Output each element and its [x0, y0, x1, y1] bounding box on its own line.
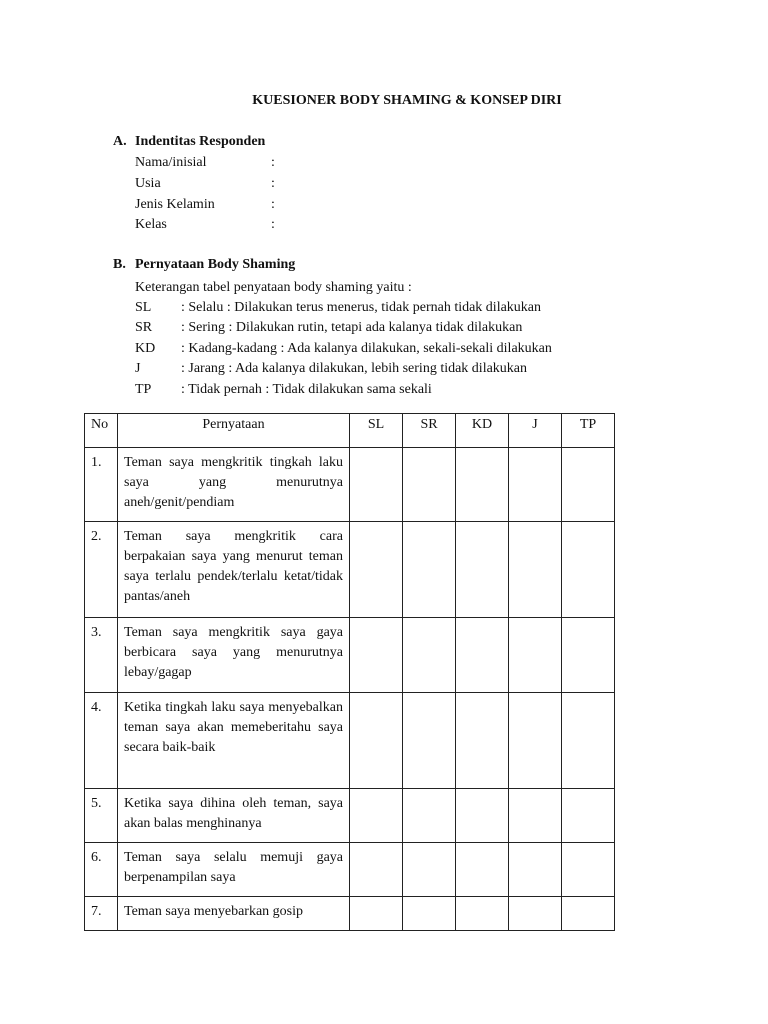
row-number: 5.: [85, 789, 118, 843]
questionnaire-table: [84, 413, 615, 931]
field-label: Nama/inisial: [135, 155, 207, 170]
answer-cell-tp[interactable]: [562, 843, 615, 897]
row-number: 7.: [85, 897, 118, 931]
answer-cell-sr[interactable]: [403, 693, 456, 789]
legend-row-tp: [135, 380, 432, 400]
table-header-row: [85, 414, 615, 448]
answer-cell-kd[interactable]: [456, 618, 509, 693]
table-row: [85, 448, 615, 522]
row-statement: Ketika tingkah laku saya menyebalkan teman saya akan memeberitahu saya secara baik-baik: [118, 693, 350, 789]
legend-desc: : Kadang-kadang : Ada kalanya dilakukan, sekali-sekali dilakukan: [181, 341, 552, 356]
row-statement: Ketika saya dihina oleh teman, saya akan balas menghinanya: [118, 789, 350, 843]
header-no: No: [85, 414, 118, 448]
row-statement: Teman saya mengkritik saya gaya berbicara saya yang menurutnya lebay/gagap: [118, 618, 350, 693]
section-b-letter: B.: [113, 257, 126, 272]
answer-cell-sl[interactable]: [350, 693, 403, 789]
header-kd: KD: [456, 414, 509, 448]
table-row: [85, 789, 615, 843]
answer-cell-sl[interactable]: [350, 618, 403, 693]
table-row: [85, 843, 615, 897]
row-number: 3.: [85, 618, 118, 693]
legend-row-sl: [135, 298, 541, 318]
answer-cell-j[interactable]: [509, 897, 562, 931]
header-sr: SR: [403, 414, 456, 448]
legend-desc: : Tidak pernah : Tidak dilakukan sama sekali: [181, 382, 432, 397]
section-a-title: Indentitas Responden: [135, 134, 266, 149]
answer-cell-kd[interactable]: [456, 789, 509, 843]
row-number: 6.: [85, 843, 118, 897]
row-number: 1.: [85, 448, 118, 522]
section-a-letter: A.: [113, 134, 127, 149]
legend-abbr: SR: [135, 320, 153, 335]
answer-cell-j[interactable]: [509, 693, 562, 789]
answer-cell-j[interactable]: [509, 843, 562, 897]
table-row: [85, 693, 615, 789]
legend-desc: : Jarang : Ada kalanya dilakukan, lebih sering tidak dilakukan: [181, 361, 528, 376]
document-title: KUESIONER BODY SHAMING & KONSEP DIRI: [252, 93, 562, 108]
answer-cell-j[interactable]: [509, 448, 562, 522]
row-number: 2.: [85, 522, 118, 618]
answer-cell-sr[interactable]: [403, 789, 456, 843]
answer-cell-j[interactable]: [509, 618, 562, 693]
row-number: 4.: [85, 693, 118, 789]
row-statement: Teman saya mengkritik cara berpakaian saya yang menurut teman saya terlalu pendek/terlalu ketat/tidak pantas/aneh: [118, 522, 350, 618]
field-colon: :: [271, 197, 275, 212]
row-statement: Teman saya menyebarkan gosip: [118, 897, 350, 931]
answer-cell-tp[interactable]: [562, 448, 615, 522]
answer-cell-kd[interactable]: [456, 522, 509, 618]
identity-field-gender: [135, 195, 275, 215]
legend-abbr: J: [135, 361, 141, 376]
answer-cell-j[interactable]: [509, 789, 562, 843]
table-row: [85, 618, 615, 693]
legend-row-sr: [135, 318, 522, 338]
legend-abbr: TP: [135, 382, 152, 397]
section-a-heading: [113, 134, 265, 150]
answer-cell-sr[interactable]: [403, 843, 456, 897]
field-colon: :: [271, 155, 275, 170]
answer-cell-sr[interactable]: [403, 448, 456, 522]
row-statement: Teman saya selalu memuji gaya berpenampilan saya: [118, 843, 350, 897]
field-label: Usia: [135, 176, 161, 191]
answer-cell-kd[interactable]: [456, 693, 509, 789]
header-statement: Pernyataan: [118, 414, 350, 448]
legend-row-kd: [135, 339, 552, 359]
answer-cell-sl[interactable]: [350, 522, 403, 618]
row-statement: Teman saya mengkritik tingkah laku saya yang menurutnya aneh/genit/pendiam: [118, 448, 350, 522]
answer-cell-sr[interactable]: [403, 897, 456, 931]
identity-field-age: [135, 174, 275, 194]
legend-intro: Keterangan tabel penyataan body shaming yaitu :: [135, 280, 412, 295]
legend-abbr: SL: [135, 300, 152, 315]
answer-cell-sl[interactable]: [350, 789, 403, 843]
header-sl: SL: [350, 414, 403, 448]
header-j: J: [509, 414, 562, 448]
answer-cell-sr[interactable]: [403, 618, 456, 693]
field-label: Kelas: [135, 217, 167, 232]
answer-cell-kd[interactable]: [456, 843, 509, 897]
legend-row-j: [135, 359, 527, 379]
legend-desc: : Selalu : Dilakukan terus menerus, tidak pernah tidak dilakukan: [181, 300, 542, 315]
answer-cell-sl[interactable]: [350, 448, 403, 522]
answer-cell-j[interactable]: [509, 522, 562, 618]
field-label: Jenis Kelamin: [135, 197, 215, 212]
answer-cell-tp[interactable]: [562, 693, 615, 789]
answer-cell-kd[interactable]: [456, 897, 509, 931]
answer-cell-tp[interactable]: [562, 897, 615, 931]
section-b-title: Pernyataan Body Shaming: [135, 257, 296, 272]
identity-field-name: [135, 153, 275, 173]
answer-cell-sr[interactable]: [403, 522, 456, 618]
answer-cell-kd[interactable]: [456, 448, 509, 522]
legend-abbr: KD: [135, 341, 156, 356]
legend-desc: : Sering : Dilakukan rutin, tetapi ada kalanya tidak dilakukan: [181, 320, 523, 335]
answer-cell-tp[interactable]: [562, 789, 615, 843]
identity-field-class: [135, 215, 275, 235]
answer-cell-tp[interactable]: [562, 618, 615, 693]
header-tp: TP: [562, 414, 615, 448]
table-row: [85, 522, 615, 618]
section-b-heading: [113, 257, 295, 273]
table-row: [85, 897, 615, 931]
answer-cell-sl[interactable]: [350, 843, 403, 897]
field-colon: :: [271, 176, 275, 191]
answer-cell-tp[interactable]: [562, 522, 615, 618]
answer-cell-sl[interactable]: [350, 897, 403, 931]
field-colon: :: [271, 217, 275, 232]
